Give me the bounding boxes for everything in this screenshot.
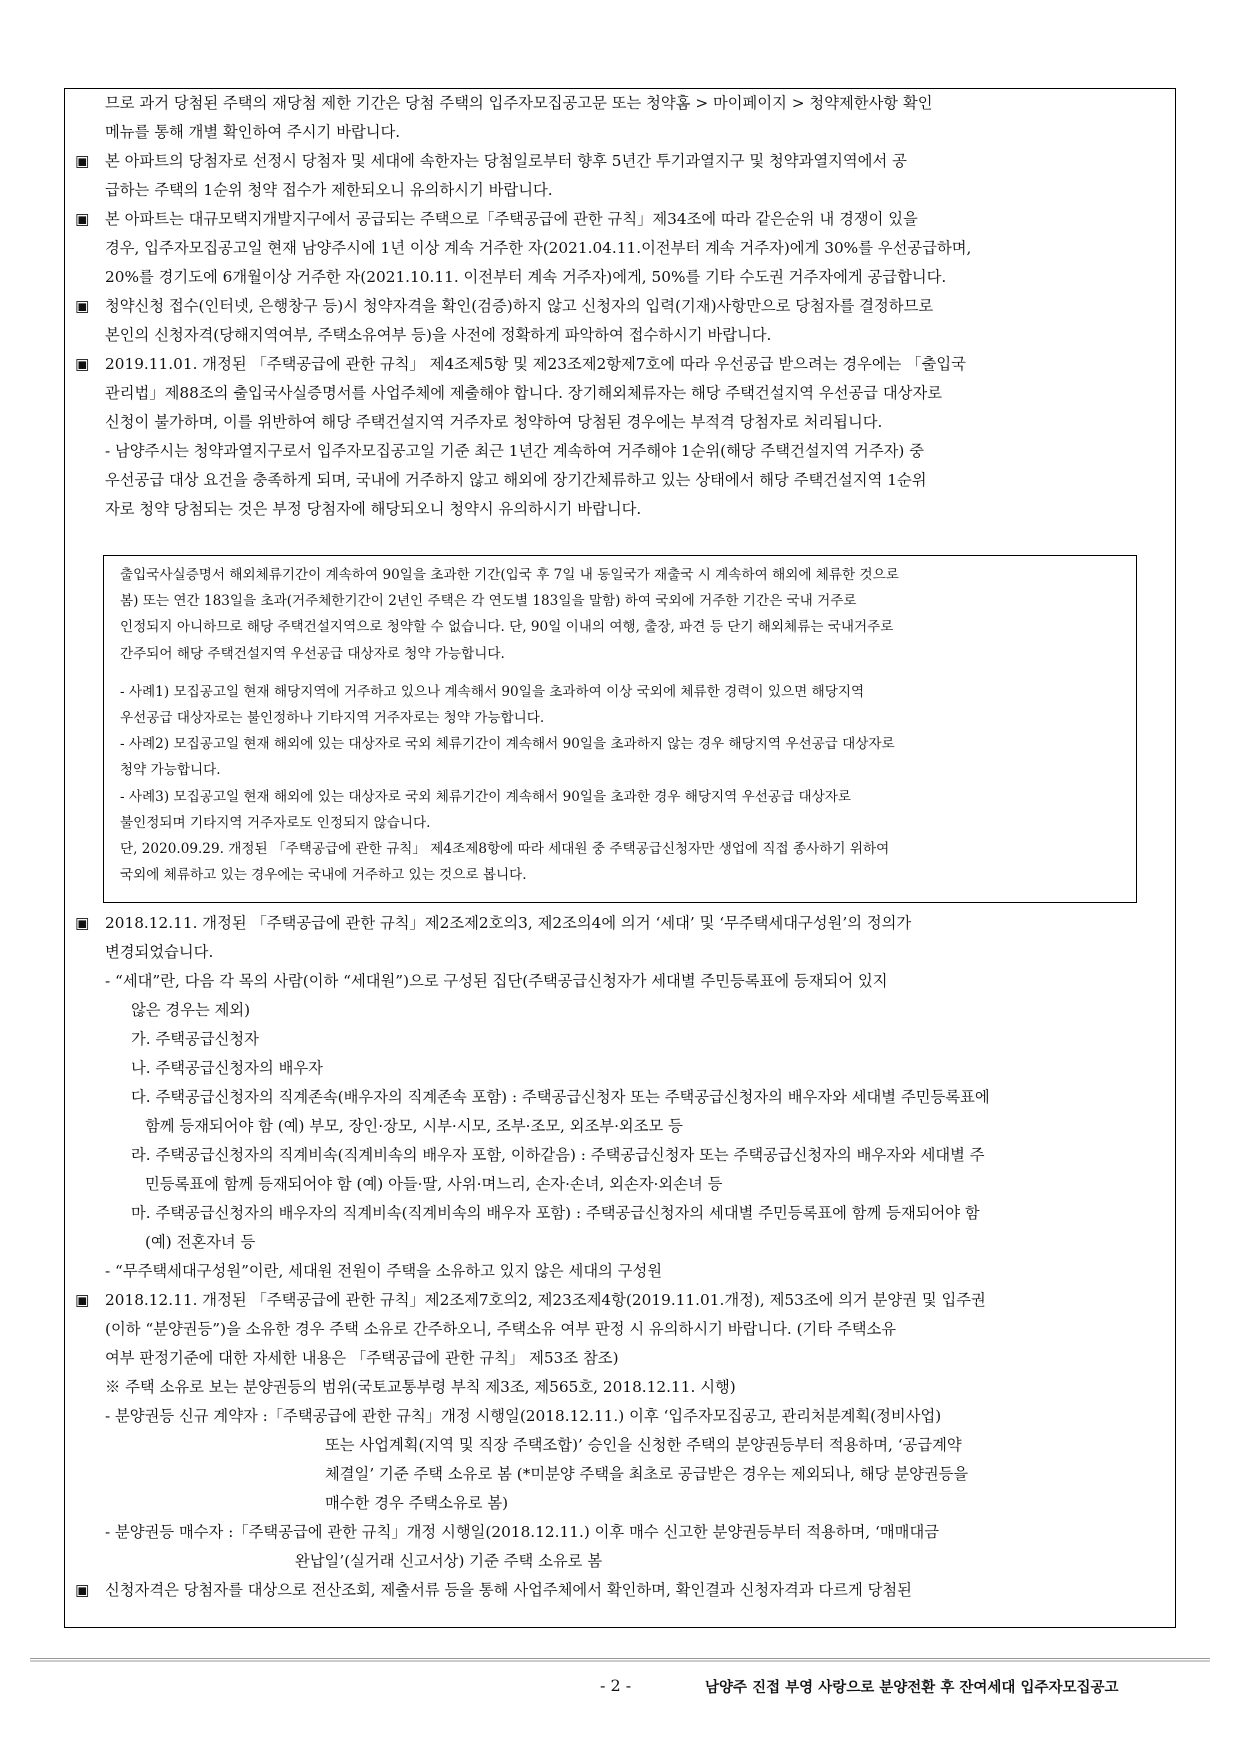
text-line: - 분양권등 매수자 :「주택공급에 관한 규칙」개정 시행일(2018.12.11.) 이후 매수 신고한 분양권등부터 적용하며, ‘매매대금 xyxy=(105,1523,939,1541)
document-title: 남양주 진접 부영 사랑으로 분양전환 후 잔여세대 입주자모집공고 xyxy=(705,1679,1119,1696)
text-line: 체결일’ 기준 주택 소유로 봄 (*미분양 주택을 최초로 공급받은 경우는 제외되나, 해당 분양권등을 xyxy=(325,1465,969,1483)
text-line: 관리법」제88조의 출입국사실증명서를 사업주체에 제출해야 합니다. 장기해외체류자는 해당 주택건설지역 우선공급 대상자로 xyxy=(105,384,943,402)
text-line: 마. 주택공급신청자의 배우자의 직계비속(직계비속의 배우자 포함) : 주택공급신청자의 세대별 주민등록표에 함께 등재되어야 함 xyxy=(131,1204,980,1222)
box-line: 출입국사실증명서 해외체류기간이 계속하여 90일을 초과한 기간(입국 후 7일 내 동일국가 재출국 시 계속하여 해외에 체류한 것으로 xyxy=(120,567,899,583)
text-line: 매수한 경우 주택소유로 봄) xyxy=(325,1494,509,1512)
bullet-square-icon: ▣ xyxy=(75,355,90,373)
text-line: 메뉴를 통해 개별 확인하여 주시기 바랍니다. xyxy=(105,123,401,141)
overseas-stay-info-box xyxy=(103,555,1137,903)
text-line: - “세대”란, 다음 각 목의 사람(이하 “세대원”)으로 구성된 집단(주택공급신청자가 세대별 주민등록표에 등재되어 있지 xyxy=(105,972,888,990)
text-line: 신청이 불가하며, 이를 위반하여 해당 주택건설지역 거주자로 청약하여 당첨된 경우에는 부적격 당첨자로 처리됩니다. xyxy=(105,413,883,431)
text-line: 나. 주택공급신청자의 배우자 xyxy=(131,1059,323,1077)
box-line: 국외에 체류하고 있는 경우에는 국내에 거주하고 있는 것으로 봅니다. xyxy=(120,867,527,884)
box-line: 단, 2020.09.29. 개정된 「주택공급에 관한 규칙」 제4조제8항에 따라 세대원 중 주택공급신청자만 생업에 직접 종사하기 위하여 xyxy=(120,841,890,858)
text-line: 여부 판정기준에 대한 자세한 내용은 「주택공급에 관한 규칙」 제53조 참조) xyxy=(105,1349,619,1367)
text-line: (이하 “분양권등”)을 소유한 경우 주택 소유로 간주하오니, 주택소유 여부 판정 시 유의하시기 바랍니다. (기타 주택소유 xyxy=(105,1320,897,1338)
text-line: 본인의 신청자격(당해지역여부, 주택소유여부 등)을 사전에 정확하게 파악하여 접수하시기 바랍니다. xyxy=(105,326,772,344)
bullet-square-icon: ▣ xyxy=(75,914,90,932)
text-line: 본 아파트는 대규모택지개발지구에서 공급되는 주택으로「주택공급에 관한 규칙」제34조에 따라 같은순위 내 경쟁이 있을 xyxy=(105,210,918,228)
text-line: - “무주택세대구성원”이란, 세대원 전원이 주택을 소유하고 있지 않은 세대의 구성원 xyxy=(105,1262,663,1280)
page-number: - 2 - xyxy=(600,1676,632,1695)
text-line: 완납일’(실거래 신고서상) 기준 주택 소유로 봄 xyxy=(295,1552,603,1570)
text-line: 2019.11.01. 개정된 「주택공급에 관한 규칙」 제4조제5항 및 제23조제2항제7호에 따라 우선공급 받으려는 경우에는 「출입국 xyxy=(105,355,966,373)
text-line: 않은 경우는 제외) xyxy=(131,1001,251,1019)
text-line: 므로 과거 당첨된 주택의 재당첨 제한 기간은 당첨 주택의 입주자모집공고문 또는 청약홈 > 마이페이지 > 청약제한사항 확인 xyxy=(105,94,933,112)
text-line: 청약신청 접수(인터넷, 은행창구 등)시 청약자격을 확인(검증)하지 않고 신청자의 입력(기재)사항만으로 당첨자를 결정하므로 xyxy=(105,297,934,315)
text-line: 급하는 주택의 1순위 청약 접수가 제한되오니 유의하시기 바랍니다. xyxy=(105,181,553,199)
text-line: 함께 등재되어야 함 (예) 부모, 장인·장모, 시부·시모, 조부·조모, 외조부·외조모 등 xyxy=(145,1117,683,1135)
text-line: (예) 전혼자녀 등 xyxy=(145,1233,256,1251)
document-frame xyxy=(64,88,1176,1628)
text-line: ※ 주택 소유로 보는 분양권등의 범위(국토교통부령 부칙 제3조, 제565호, 2018.12.11. 시행) xyxy=(105,1378,736,1396)
box-line: 인정되지 아니하므로 해당 주택건설지역으로 청약할 수 없습니다. 단, 90일 이내의 여행, 출장, 파견 등 단기 해외체류는 국내거주로 xyxy=(120,619,894,636)
notice-body xyxy=(75,89,1167,524)
bullet-square-icon: ▣ xyxy=(75,1581,90,1599)
text-line: - 분양권등 신규 계약자 :「주택공급에 관한 규칙」개정 시행일(2018.12.11.) 이후 ‘입주자모집공고, 관리처분계획(정비사업) xyxy=(105,1407,942,1425)
bullet-square-icon: ▣ xyxy=(75,1291,90,1309)
text-line: 민등록표에 함께 등재되어야 함 (예) 아들·딸, 사위·며느리, 손자·손녀, 외손자·외손녀 등 xyxy=(145,1175,723,1193)
box-line: 불인정되며 기타지역 거주자로도 인정되지 않습니다. xyxy=(120,814,431,831)
footer-divider xyxy=(30,1658,1210,1662)
text-line: 신청자격은 당첨자를 대상으로 전산조회, 제출서류 등을 통해 사업주체에서 확인하며, 확인결과 신청자격과 다르게 당첨된 xyxy=(105,1581,912,1599)
box-line: 봄) 또는 연간 183일을 초과(거주체한기간이 2년인 주택은 각 연도별 183일을 말함) 하여 국외에 거주한 기간은 국내 거주로 xyxy=(120,593,857,610)
text-line: 가. 주택공급신청자 xyxy=(131,1030,259,1048)
text-line: 자로 청약 당첨되는 것은 부정 당첨자에 해당되오니 청약시 유의하시기 바랍니다. xyxy=(105,500,642,518)
box-line: 간주되어 해당 주택건설지역 우선공급 대상자로 청약 가능합니다. xyxy=(120,645,505,662)
box-line: - 사례2) 모집공고일 현재 해외에 있는 대상자로 국외 체류기간이 계속해서 90일을 초과하지 않는 경우 해당지역 우선공급 대상자로 xyxy=(120,736,895,753)
bullet-square-icon: ▣ xyxy=(75,210,90,228)
box-line: - 사례1) 모집공고일 현재 해당지역에 거주하고 있으나 계속해서 90일을 초과하여 이상 국외에 체류한 경력이 있으면 해당지역 xyxy=(120,683,865,700)
text-line: - 남양주시는 청약과열지구로서 입주자모집공고일 기준 최근 1년간 계속하여 거주해야 1순위(해당 주택건설지역 거주자) 중 xyxy=(105,442,924,460)
box-line: 청약 가능합니다. xyxy=(120,762,221,779)
text-line: 우선공급 대상 요건을 충족하게 되며, 국내에 거주하지 않고 해외에 장기간체류하고 있는 상태에서 해당 주택건설지역 1순위 xyxy=(105,471,927,489)
bullet-square-icon: ▣ xyxy=(75,297,90,315)
text-line: 또는 사업계획(지역 및 직장 주택조합)’ 승인을 신청한 주택의 분양권등부터 적용하며, ‘공급계약 xyxy=(325,1436,962,1454)
text-line: 2018.12.11. 개정된 「주택공급에 관한 규칙」제2조제2호의3, 제2조의4에 의거 ‘세대’ 및 ‘무주택세대구성원’의 정의가 xyxy=(105,914,912,932)
text-line: 변경되었습니다. xyxy=(105,943,214,961)
text-line: 2018.12.11. 개정된 「주택공급에 관한 규칙」제2조제7호의2, 제23조제4항(2019.11.01.개정), 제53조에 의거 분양권 및 입주권 xyxy=(105,1291,986,1309)
text-line: 20%를 경기도에 6개월이상 거주한 자(2021.10.11. 이전부터 계속 거주자)에게, 50%를 기타 수도권 거주자에게 공급합니다. xyxy=(105,268,947,286)
text-line: 라. 주택공급신청자의 직계비속(직계비속의 배우자 포함, 이하같음) : 주택공급신청자 또는 주택공급신청자의 배우자와 세대별 주 xyxy=(131,1146,985,1164)
text-line: 경우, 입주자모집공고일 현재 남양주시에 1년 이상 계속 거주한 자(2021.04.11.이전부터 계속 거주자)에게 30%를 우선공급하며, xyxy=(105,239,972,257)
text-line: 다. 주택공급신청자의 직계존속(배우자의 직계존속 포함) : 주택공급신청자 또는 주택공급신청자의 배우자와 세대별 주민등록표에 xyxy=(131,1088,990,1106)
box-line: 우선공급 대상자로는 불인정하나 기타지역 거주자로는 청약 가능합니다. xyxy=(120,710,545,727)
text-line: 본 아파트의 당첨자로 선정시 당첨자 및 세대에 속한자는 당첨일로부터 향후 5년간 투기과열지구 및 청약과열지역에서 공 xyxy=(105,152,907,170)
bullet-square-icon: ▣ xyxy=(75,152,90,170)
notice-body-lower xyxy=(75,909,1167,1605)
box-line: - 사례3) 모집공고일 현재 해외에 있는 대상자로 국외 체류기간이 계속해서 90일을 초과한 경우 해당지역 우선공급 대상자로 xyxy=(120,788,851,805)
